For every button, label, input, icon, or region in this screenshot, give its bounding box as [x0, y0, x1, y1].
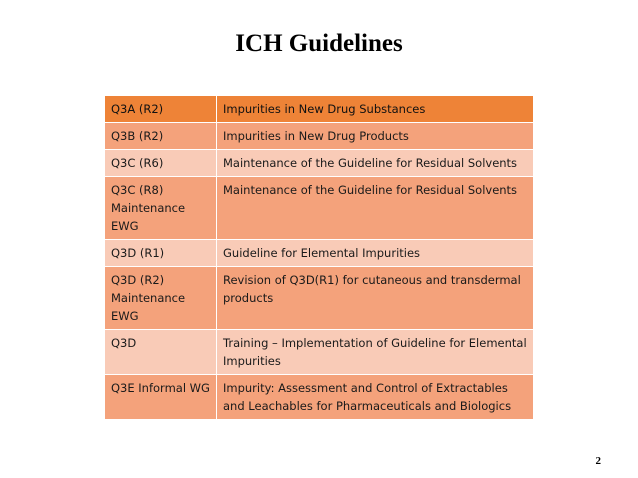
guideline-code: Q3D (R2) Maintenance EWG: [105, 267, 217, 330]
table-row: [105, 150, 533, 177]
table-row: [105, 267, 533, 330]
guideline-description: Impurities in New Drug Products: [217, 123, 534, 150]
guideline-description: Guideline for Elemental Impurities: [217, 240, 534, 267]
table-row: [105, 330, 533, 375]
guideline-code: Q3C (R6): [105, 150, 217, 177]
guideline-code: Q3A (R2): [105, 96, 217, 123]
guideline-description: Training – Implementation of Guideline for Elemental Impurities: [217, 330, 534, 375]
guideline-description: Maintenance of the Guideline for Residual Solvents: [217, 177, 534, 240]
guideline-code: Q3D (R1): [105, 240, 217, 267]
guideline-code: Q3E Informal WG: [105, 375, 217, 420]
table-row: [105, 123, 533, 150]
page-number: 2: [595, 455, 601, 467]
guideline-description: Maintenance of the Guideline for Residual Solvents: [217, 150, 534, 177]
table-row: [105, 177, 533, 240]
guideline-description: Impurities in New Drug Substances: [217, 96, 534, 123]
table-row: [105, 375, 533, 420]
guideline-code: Q3C (R8) Maintenance EWG: [105, 177, 217, 240]
guidelines-table: [105, 96, 533, 420]
guideline-description: Impurity: Assessment and Control of Extractables and Leachables for Pharmaceuticals and Biologics: [217, 375, 534, 420]
table-row: [105, 240, 533, 267]
table-row: [105, 96, 533, 123]
slide-title: ICH Guidelines: [235, 30, 403, 57]
guideline-description: Revision of Q3D(R1) for cutaneous and transdermal products: [217, 267, 534, 330]
guideline-code: Q3D: [105, 330, 217, 375]
guideline-code: Q3B (R2): [105, 123, 217, 150]
